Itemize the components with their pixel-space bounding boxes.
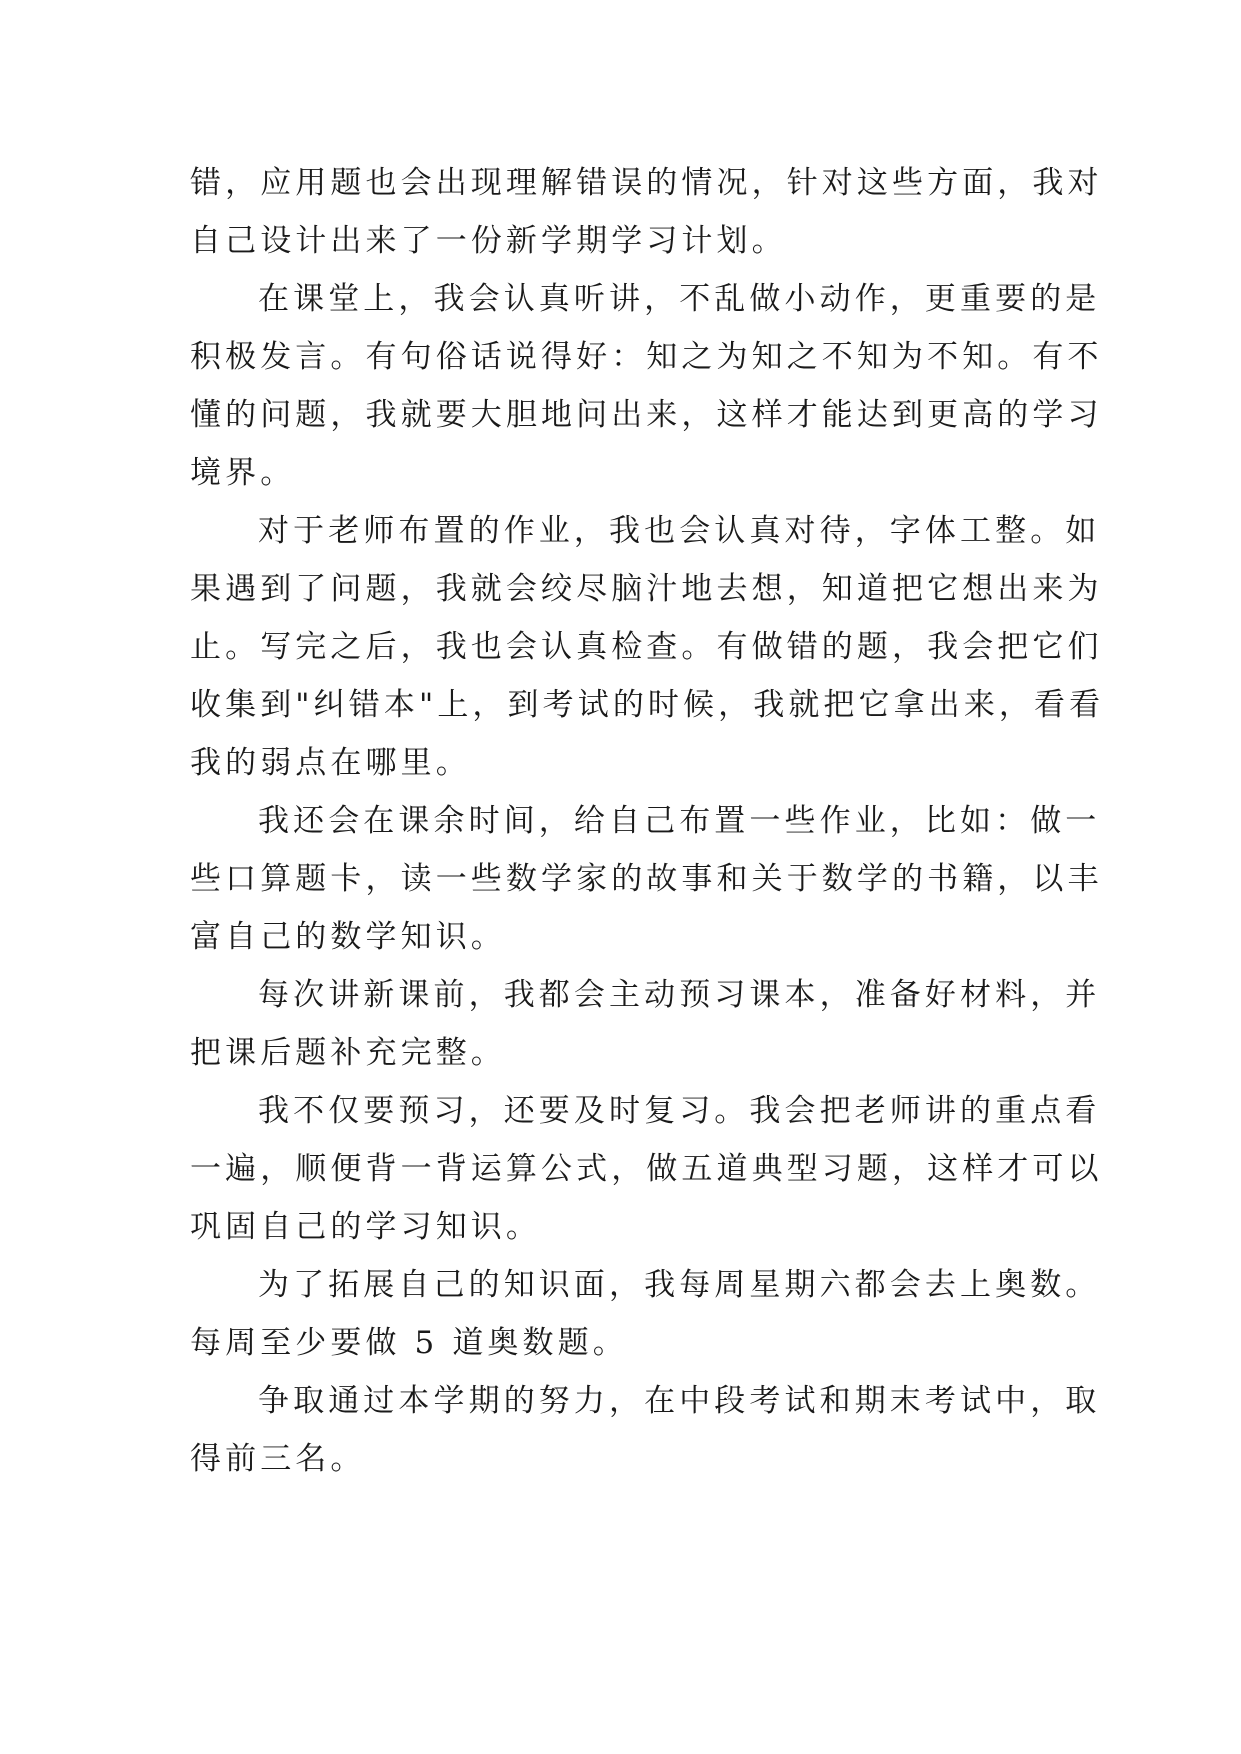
paragraph-start-line: 在课堂上，我会认真听讲，不乱做小动作，更重要的是	[258, 281, 1101, 317]
paragraph-start-line: 争取通过本学期的努力，在中段考试和期末考试中，取	[258, 1383, 1101, 1419]
text-line: 止。写完之后，我也会认真检查。有做错的题，我会把它们	[190, 629, 1103, 665]
text-line: 收集到"纠错本"上，到考试的时候，我就把它拿出来，看看	[190, 687, 1105, 723]
text-line: 错，应用题也会出现理解错误的情况，针对这些方面，我对	[190, 165, 1103, 201]
text-line: 一遍，顺便背一背运算公式，做五道典型习题，这样才可以	[190, 1151, 1103, 1187]
text-line: 些口算题卡，读一些数学家的故事和关于数学的书籍，以丰	[190, 861, 1103, 897]
paragraph-start-line: 我还会在课余时间，给自己布置一些作业，比如：做一	[258, 803, 1101, 839]
paragraph-start-line: 我不仅要预习，还要及时复习。我会把老师讲的重点看	[258, 1093, 1101, 1129]
paragraph-start-line: 对于老师布置的作业，我也会认真对待，字体工整。如	[258, 513, 1101, 549]
text-line: 把课后题补充完整。	[190, 1035, 506, 1071]
text-line: 富自己的数学知识。	[190, 919, 506, 955]
text-line: 得前三名。	[190, 1441, 366, 1477]
text-line: 果遇到了问题，我就会绞尽脑汁地去想，知道把它想出来为	[190, 571, 1103, 607]
paragraph-start-line: 每次讲新课前，我都会主动预习课本，准备好材料，并	[258, 977, 1101, 1013]
text-line: 积极发言。有句俗话说得好：知之为知之不知为不知。有不	[190, 339, 1103, 375]
document-body	[190, 154, 1105, 1488]
text-line: 巩固自己的学习知识。	[190, 1209, 541, 1245]
text-line: 我的弱点在哪里。	[190, 745, 471, 781]
text-line: 每周至少要做 5 道奥数题。	[190, 1325, 628, 1361]
text-line: 懂的问题，我就要大胆地问出来，这样才能达到更高的学习	[190, 397, 1103, 433]
paragraph-start-line: 为了拓展自己的知识面，我每周星期六都会去上奥数。	[258, 1267, 1101, 1303]
text-line: 境界。	[190, 455, 296, 491]
text-line: 自己设计出来了一份新学期学习计划。	[190, 223, 787, 259]
